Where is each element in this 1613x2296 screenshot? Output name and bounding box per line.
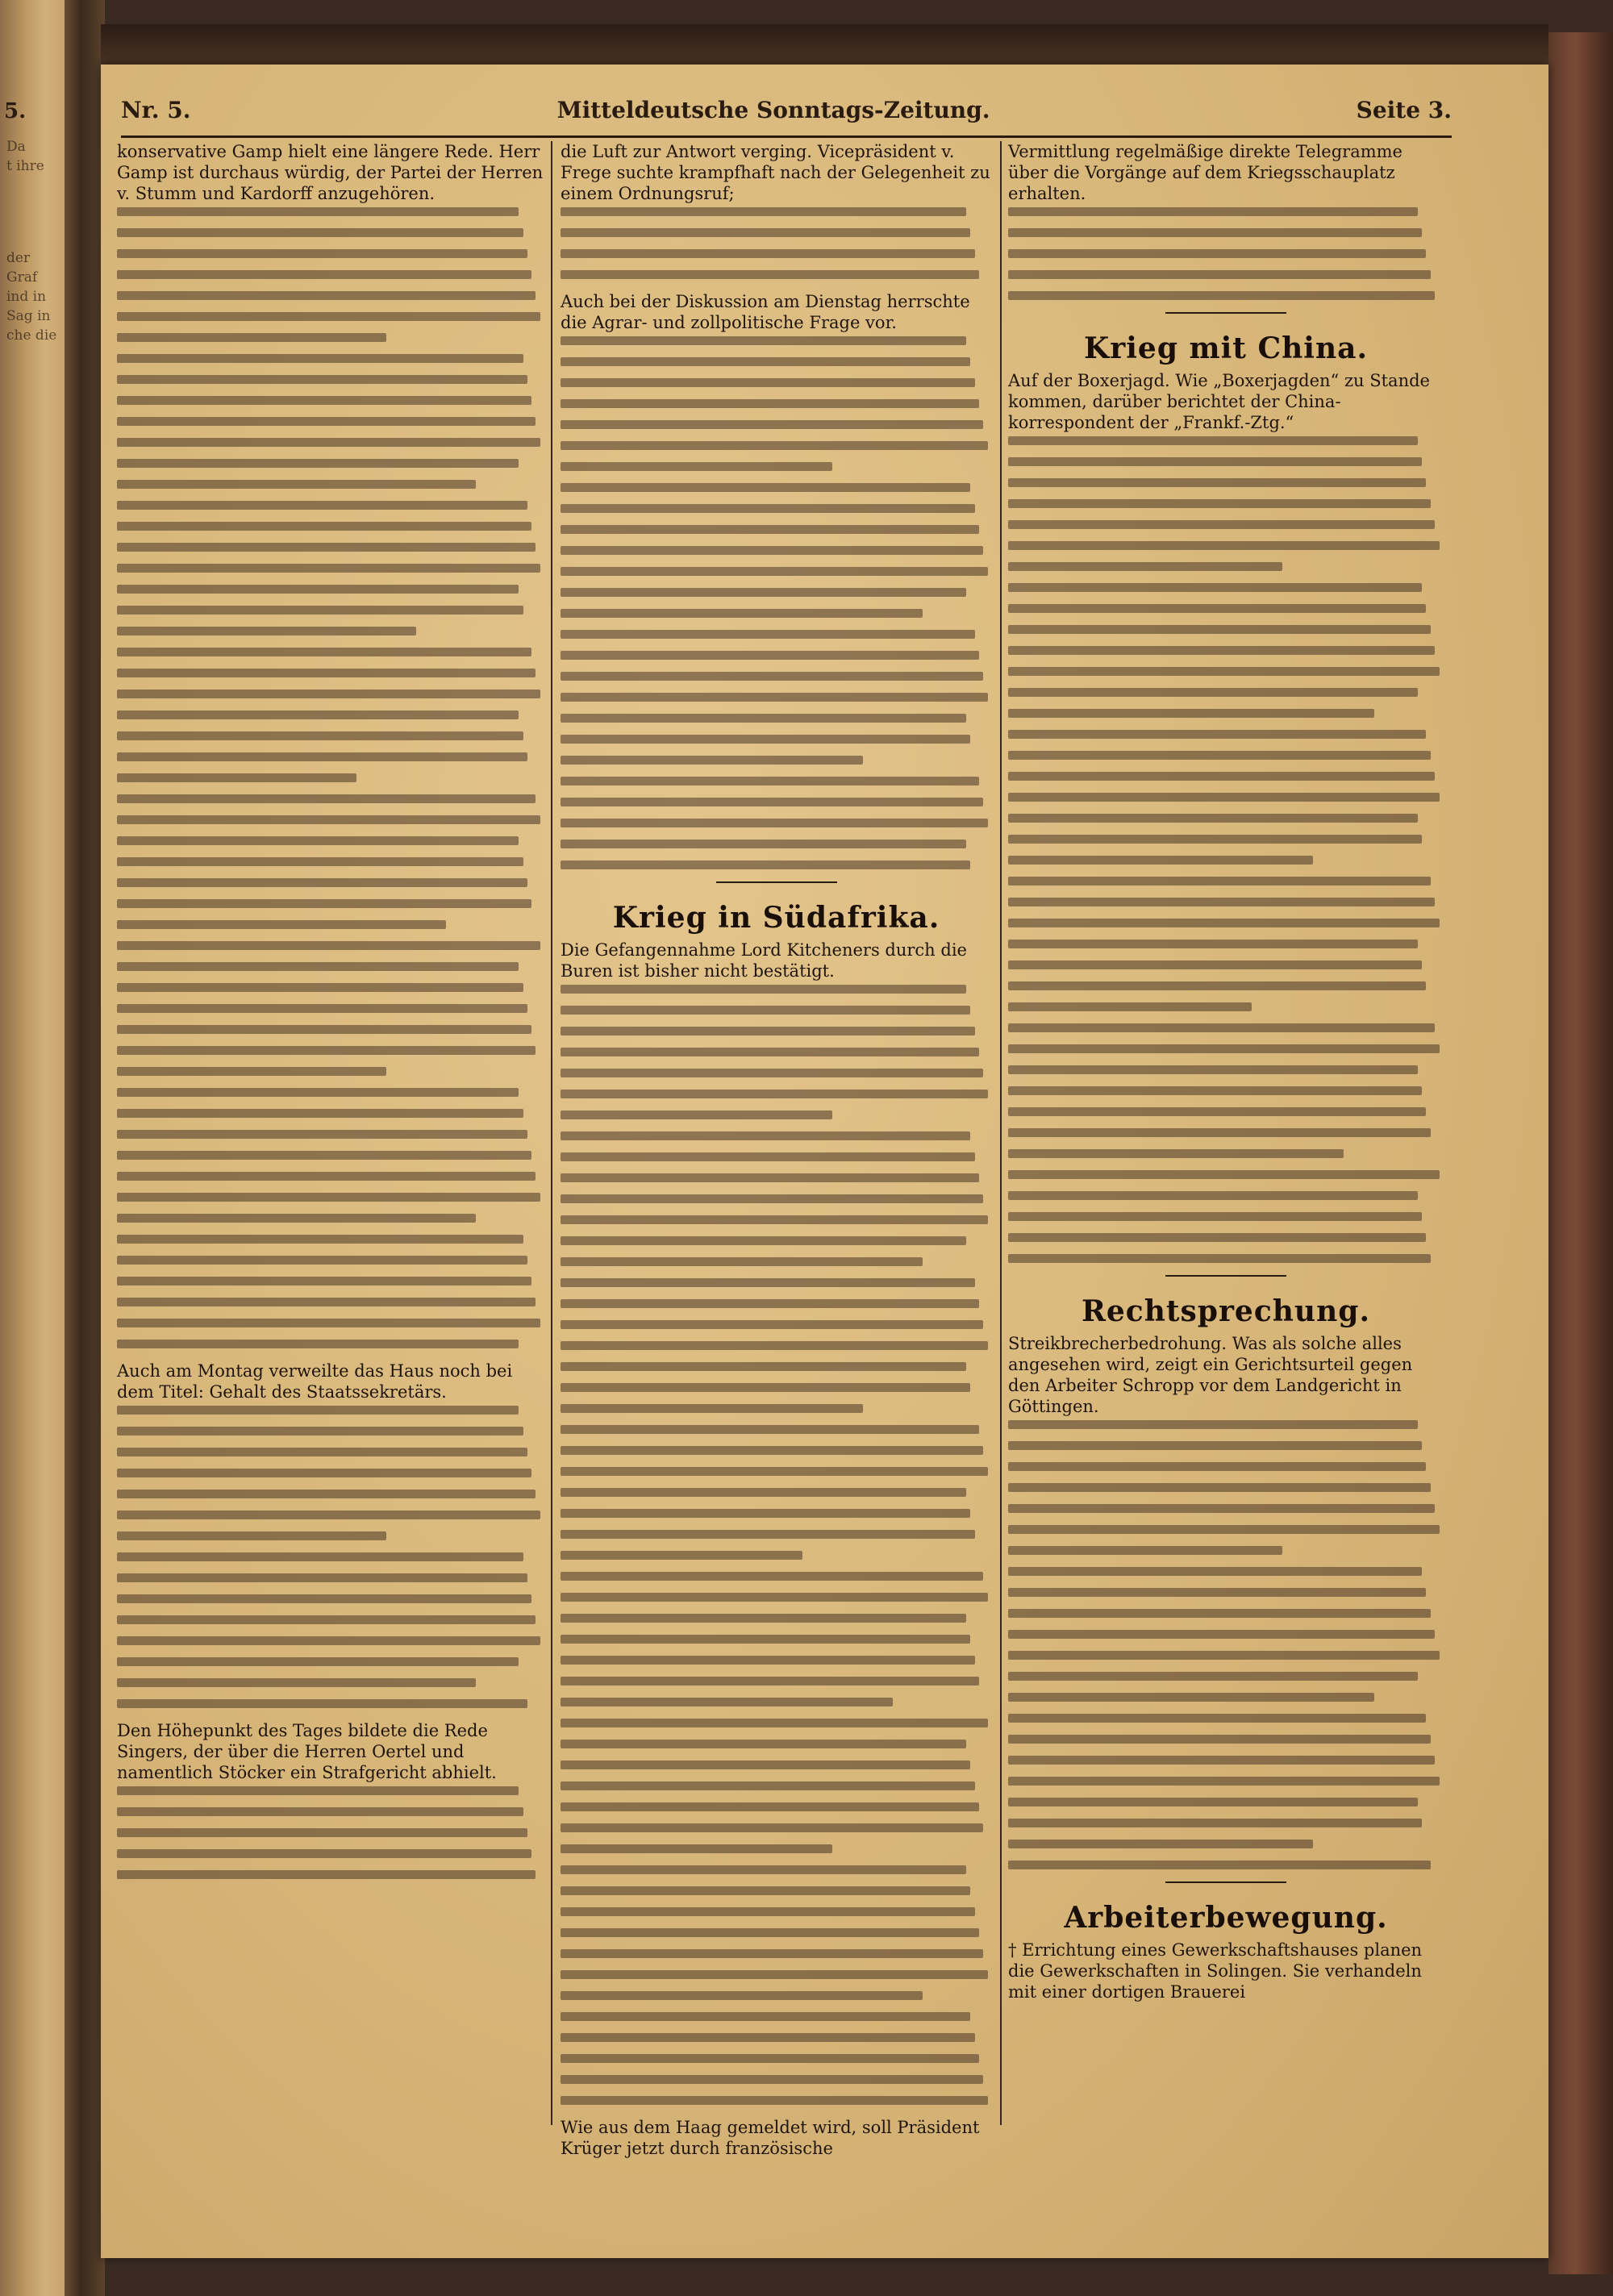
text-line — [117, 1657, 519, 1666]
text-line — [561, 1362, 966, 1371]
text-line — [117, 1340, 519, 1348]
text-block — [117, 207, 544, 1348]
text-line — [561, 1530, 975, 1539]
text-line — [1008, 478, 1426, 487]
text-line — [1008, 291, 1435, 300]
previous-page-text — [6, 137, 63, 345]
text-line — [561, 1719, 988, 1727]
text-line — [561, 1865, 966, 1874]
text-line — [561, 609, 923, 618]
text-line — [1008, 1233, 1426, 1242]
text-line — [561, 1467, 988, 1476]
text-line — [117, 815, 540, 824]
masthead — [121, 97, 1452, 137]
text-line — [561, 1383, 970, 1392]
text-line — [1008, 1191, 1418, 1200]
text-line — [117, 354, 523, 363]
text-line — [1008, 1504, 1435, 1513]
text-line — [561, 1593, 988, 1602]
text-line — [117, 690, 540, 698]
text-line — [117, 501, 527, 510]
text-line — [117, 794, 536, 803]
text-line — [117, 1151, 531, 1160]
text-line — [117, 1298, 536, 1306]
text-line — [1008, 1023, 1435, 1032]
text-line — [561, 2075, 983, 2084]
text-line — [1008, 772, 1435, 781]
text-line — [561, 336, 966, 345]
text-line — [1008, 1630, 1435, 1639]
text-line — [117, 459, 519, 468]
text-line — [561, 1802, 979, 1811]
text-line — [117, 1448, 527, 1456]
previous-page-header: 5. — [4, 99, 27, 123]
sliver-word: Da — [6, 139, 26, 155]
text-line — [1008, 814, 1418, 823]
text-line — [117, 480, 476, 489]
text-line — [561, 819, 988, 827]
text-line — [561, 1572, 983, 1581]
text-line — [561, 525, 979, 534]
text-line — [1008, 1672, 1418, 1681]
article-text: † Errichtung eines Gewerkschaftshauses planen die Gewerkschaften in Solingen. Sie verhandeln mit einer dortigen Brauerei — [1008, 1940, 1423, 2002]
text-line — [117, 522, 531, 531]
text-line — [561, 1341, 988, 1350]
text-line — [1008, 793, 1440, 802]
headline: Krieg mit China. — [1083, 331, 1368, 365]
text-line — [1008, 1756, 1435, 1765]
text-line — [117, 1172, 536, 1181]
text-line — [561, 2033, 975, 2042]
text-line — [1008, 541, 1440, 550]
text-line — [1008, 709, 1374, 718]
text-line — [561, 483, 970, 492]
text-line — [1008, 981, 1426, 990]
text-line — [1008, 1525, 1440, 1534]
issue-number: Nr. 5. — [121, 97, 191, 123]
text-line — [117, 1786, 519, 1795]
text-line — [117, 1594, 531, 1603]
text-line — [117, 752, 527, 761]
text-line — [1008, 1777, 1440, 1786]
article-text: die Luft zur Antwort verging. Vicepräsident v. Frege suchte krampfhaft nach der Gelegenheit zu einem Ordnungsruf; — [561, 142, 990, 203]
text-line — [117, 1469, 531, 1477]
text-line — [561, 567, 988, 576]
text-block — [561, 207, 992, 279]
text-line — [561, 1173, 979, 1182]
text-line — [561, 1761, 970, 1769]
sliver-word: Graf — [6, 269, 38, 285]
text-line — [1008, 249, 1426, 258]
text-line — [117, 710, 519, 719]
sliver-word: che die — [6, 327, 57, 344]
text-line — [1008, 856, 1313, 865]
text-line — [1008, 1420, 1418, 1429]
text-line — [117, 1067, 386, 1076]
text-line — [561, 1488, 966, 1497]
text-line — [561, 1425, 979, 1434]
text-line — [117, 773, 356, 782]
text-line — [561, 1215, 988, 1224]
text-line — [561, 1048, 979, 1056]
text-line — [561, 1320, 983, 1329]
text-line — [117, 585, 519, 594]
text-line — [561, 207, 966, 216]
text-line — [561, 1991, 923, 2000]
text-line — [561, 1069, 983, 1077]
article-text: Wie aus dem Haag gemeldet wird, soll Präsident Krüger jetzt durch französische — [561, 2118, 980, 2158]
text-line — [117, 648, 531, 656]
text-line — [561, 2012, 970, 2021]
article-text: Auf der Boxerjagd. Wie „Boxerjagden“ zu Stande kommen, darüber berichtet der China-korrespondent der „Frankf.-Ztg.“ — [1008, 371, 1430, 432]
text-line — [1008, 1735, 1431, 1744]
text-line — [117, 1849, 531, 1858]
text-line — [561, 1907, 975, 1916]
text-line — [117, 1088, 519, 1097]
text-line — [561, 651, 979, 660]
text-line — [117, 1235, 523, 1244]
text-line — [117, 1807, 523, 1816]
column-divider — [1000, 141, 1002, 2125]
text-line — [1008, 730, 1426, 739]
text-line — [561, 2054, 979, 2063]
text-line — [1008, 562, 1282, 571]
text-line — [117, 1427, 523, 1436]
column-1 — [117, 141, 544, 2093]
sliver-word: ind in — [6, 289, 47, 305]
text-line — [117, 333, 386, 342]
text-line — [561, 1656, 975, 1665]
text-line — [117, 396, 531, 405]
text-line — [561, 777, 979, 785]
text-line — [1008, 457, 1422, 466]
text-line — [117, 207, 519, 216]
text-line — [117, 1573, 527, 1582]
text-line — [117, 1531, 386, 1540]
text-line — [1008, 1798, 1418, 1806]
text-line — [1008, 436, 1418, 445]
text-line — [561, 1131, 970, 1140]
text-line — [1008, 1651, 1440, 1660]
column-divider — [551, 141, 552, 2125]
text-line — [561, 735, 970, 744]
sliver-word: der — [6, 250, 31, 266]
divider — [1165, 312, 1286, 314]
text-line — [1008, 1212, 1422, 1221]
text-line — [117, 1636, 540, 1645]
text-line — [561, 1551, 802, 1560]
text-line — [117, 983, 523, 992]
text-line — [561, 1970, 988, 1979]
text-line — [561, 1006, 970, 1015]
text-line — [561, 1949, 983, 1958]
text-block — [1008, 1420, 1444, 1869]
text-line — [561, 228, 970, 237]
text-line — [117, 920, 446, 929]
text-line — [1008, 625, 1431, 634]
text-line — [1008, 1462, 1426, 1471]
text-line — [117, 417, 536, 426]
text-line — [117, 1552, 523, 1561]
text-line — [117, 627, 416, 635]
text-line — [561, 1110, 832, 1119]
text-line — [1008, 1861, 1431, 1869]
article-text: Auch am Montag verweilte das Haus noch bei dem Titel: Gehalt des Staatssekretärs. — [117, 1361, 513, 1402]
masthead-rule — [121, 135, 1452, 138]
divider — [716, 881, 837, 883]
text-line — [117, 1678, 476, 1687]
text-line — [561, 1928, 979, 1937]
text-line — [1008, 228, 1422, 237]
text-line — [117, 1699, 527, 1708]
article-text: Vermittlung regelmäßige direkte Telegramme über die Vorgänge auf dem Kriegsschauplatz erhalten. — [1008, 142, 1403, 203]
text-line — [1008, 1254, 1431, 1263]
text-line — [561, 462, 832, 471]
text-line — [1008, 1693, 1374, 1702]
text-line — [1008, 1483, 1431, 1492]
text-line — [1008, 1107, 1426, 1116]
text-line — [1008, 835, 1422, 844]
text-line — [561, 420, 983, 429]
text-line — [561, 270, 979, 279]
text-line — [1008, 1002, 1252, 1011]
text-line — [561, 714, 966, 723]
text-block — [117, 1406, 544, 1708]
page-number: Seite 3. — [1356, 97, 1452, 123]
text-line — [1008, 1588, 1426, 1597]
column-2 — [561, 141, 992, 2158]
headline: Arbeiterbewegung. — [1064, 1901, 1388, 1935]
text-line — [1008, 1128, 1431, 1137]
text-line — [1008, 646, 1435, 655]
text-block — [1008, 436, 1444, 1263]
text-line — [117, 228, 523, 237]
text-line — [117, 941, 540, 950]
text-line — [561, 840, 966, 848]
text-line — [1008, 207, 1418, 216]
text-line — [561, 1509, 970, 1518]
text-line — [117, 606, 523, 615]
text-line — [1008, 604, 1426, 613]
text-line — [117, 669, 536, 677]
text-line — [1008, 667, 1440, 676]
text-line — [561, 1236, 966, 1245]
text-line — [1008, 1609, 1431, 1618]
text-line — [117, 270, 531, 279]
text-line — [1008, 1044, 1440, 1053]
text-line — [117, 1025, 531, 1034]
text-line — [561, 1886, 970, 1895]
text-line — [561, 1299, 979, 1308]
text-line — [1008, 898, 1435, 906]
text-line — [561, 1614, 966, 1623]
text-line — [561, 1152, 975, 1161]
article-text: Die Gefangennahme Lord Kitcheners durch die Buren ist bisher nicht bestätigt. — [561, 940, 967, 981]
text-line — [1008, 1086, 1422, 1095]
text-line — [117, 1046, 536, 1055]
text-line — [1008, 940, 1418, 948]
text-line — [561, 1823, 983, 1832]
text-line — [117, 1319, 540, 1327]
text-line — [1008, 270, 1431, 279]
text-line — [561, 504, 975, 513]
text-line — [1008, 1840, 1313, 1848]
text-block — [561, 336, 992, 869]
text-line — [1008, 1441, 1422, 1450]
text-line — [1008, 960, 1422, 969]
newspaper-title: Mitteldeutsche Sonntags-Zeitung. — [556, 97, 990, 123]
headline: Krieg in Südafrika. — [612, 901, 940, 935]
text-line — [117, 1406, 519, 1415]
article-text: konservative Gamp hielt eine längere Rede. Herr Gamp ist durchaus würdig, der Partei der Herren v. Stumm und Kardorff anzugehören. — [117, 142, 544, 203]
text-line — [117, 1490, 536, 1498]
sliver-word: Sag in — [6, 308, 51, 324]
text-line — [117, 1828, 527, 1837]
text-line — [561, 1257, 923, 1266]
text-line — [117, 836, 519, 845]
text-line — [117, 1193, 540, 1202]
text-line — [117, 899, 531, 908]
text-line — [117, 564, 540, 573]
text-line — [117, 857, 523, 866]
article-text: Streikbrecherbedrohung. Was als solche alles angesehen wird, zeigt ein Gerichtsurteil gegen den Arbeiter Schropp vor dem Landgericht in Göttingen. — [1008, 1334, 1413, 1416]
text-line — [561, 1278, 975, 1287]
text-line — [117, 878, 527, 887]
text-line — [117, 962, 519, 971]
text-line — [561, 441, 988, 450]
text-block — [117, 1786, 544, 1879]
text-line — [117, 1615, 536, 1624]
text-line — [561, 2096, 988, 2105]
article-text: Den Höhepunkt des Tages bildete die Rede Singers, der über die Herren Oertel und namentlich Stöcker ein Strafgericht abhielt. — [117, 1721, 497, 1782]
right-edge — [1548, 32, 1613, 2274]
book-spine — [65, 0, 105, 2296]
text-line — [117, 1511, 540, 1519]
text-line — [561, 546, 983, 555]
text-line — [561, 249, 975, 258]
divider — [1165, 1881, 1286, 1883]
text-line — [1008, 499, 1431, 508]
text-line — [1008, 1170, 1440, 1179]
sliver-word: t ihre — [6, 158, 44, 174]
text-line — [1008, 520, 1435, 529]
text-line — [117, 1109, 523, 1118]
text-line — [117, 438, 540, 447]
text-line — [561, 1446, 983, 1455]
text-block — [1008, 207, 1444, 300]
text-line — [117, 1004, 527, 1013]
text-line — [561, 985, 966, 994]
text-line — [561, 1027, 975, 1035]
text-line — [1008, 877, 1431, 885]
text-line — [561, 630, 975, 639]
text-line — [117, 543, 536, 552]
text-line — [1008, 1567, 1422, 1576]
column-3 — [1008, 141, 1444, 2093]
text-line — [561, 399, 979, 408]
headline: Rechtsprechung. — [1081, 1294, 1370, 1328]
text-line — [117, 1214, 476, 1223]
text-line — [1008, 583, 1422, 592]
text-line — [561, 1698, 893, 1706]
text-line — [561, 693, 988, 702]
text-line — [561, 1635, 970, 1644]
text-line — [561, 860, 970, 869]
text-line — [561, 1677, 979, 1686]
article-text: Auch bei der Diskussion am Dienstag herrschte die Agrar- und zollpolitische Frage vor. — [561, 292, 970, 332]
text-line — [561, 1844, 832, 1853]
top-edge — [101, 24, 1548, 65]
text-line — [561, 1781, 975, 1790]
text-line — [1008, 1065, 1418, 1074]
divider — [1165, 1275, 1286, 1277]
text-line — [1008, 1149, 1344, 1158]
text-line — [561, 672, 983, 681]
text-line — [1008, 1546, 1282, 1555]
text-line — [561, 588, 966, 597]
text-line — [561, 798, 983, 806]
text-line — [117, 1870, 536, 1879]
text-line — [117, 731, 523, 740]
text-line — [561, 1090, 988, 1098]
text-line — [561, 378, 975, 387]
text-line — [117, 249, 527, 258]
text-line — [1008, 1714, 1426, 1723]
text-line — [117, 1277, 531, 1286]
text-line — [561, 1194, 983, 1203]
text-line — [1008, 751, 1431, 760]
text-line — [1008, 688, 1418, 697]
text-line — [561, 756, 863, 765]
text-line — [117, 291, 536, 300]
text-line — [117, 1256, 527, 1265]
text-line — [561, 357, 970, 366]
text-line — [117, 1130, 527, 1139]
text-line — [561, 1404, 863, 1413]
text-line — [117, 375, 527, 384]
text-line — [561, 1740, 966, 1748]
text-line — [1008, 919, 1440, 927]
text-line — [117, 312, 540, 321]
text-line — [1008, 1819, 1422, 1827]
text-block — [561, 985, 992, 2105]
